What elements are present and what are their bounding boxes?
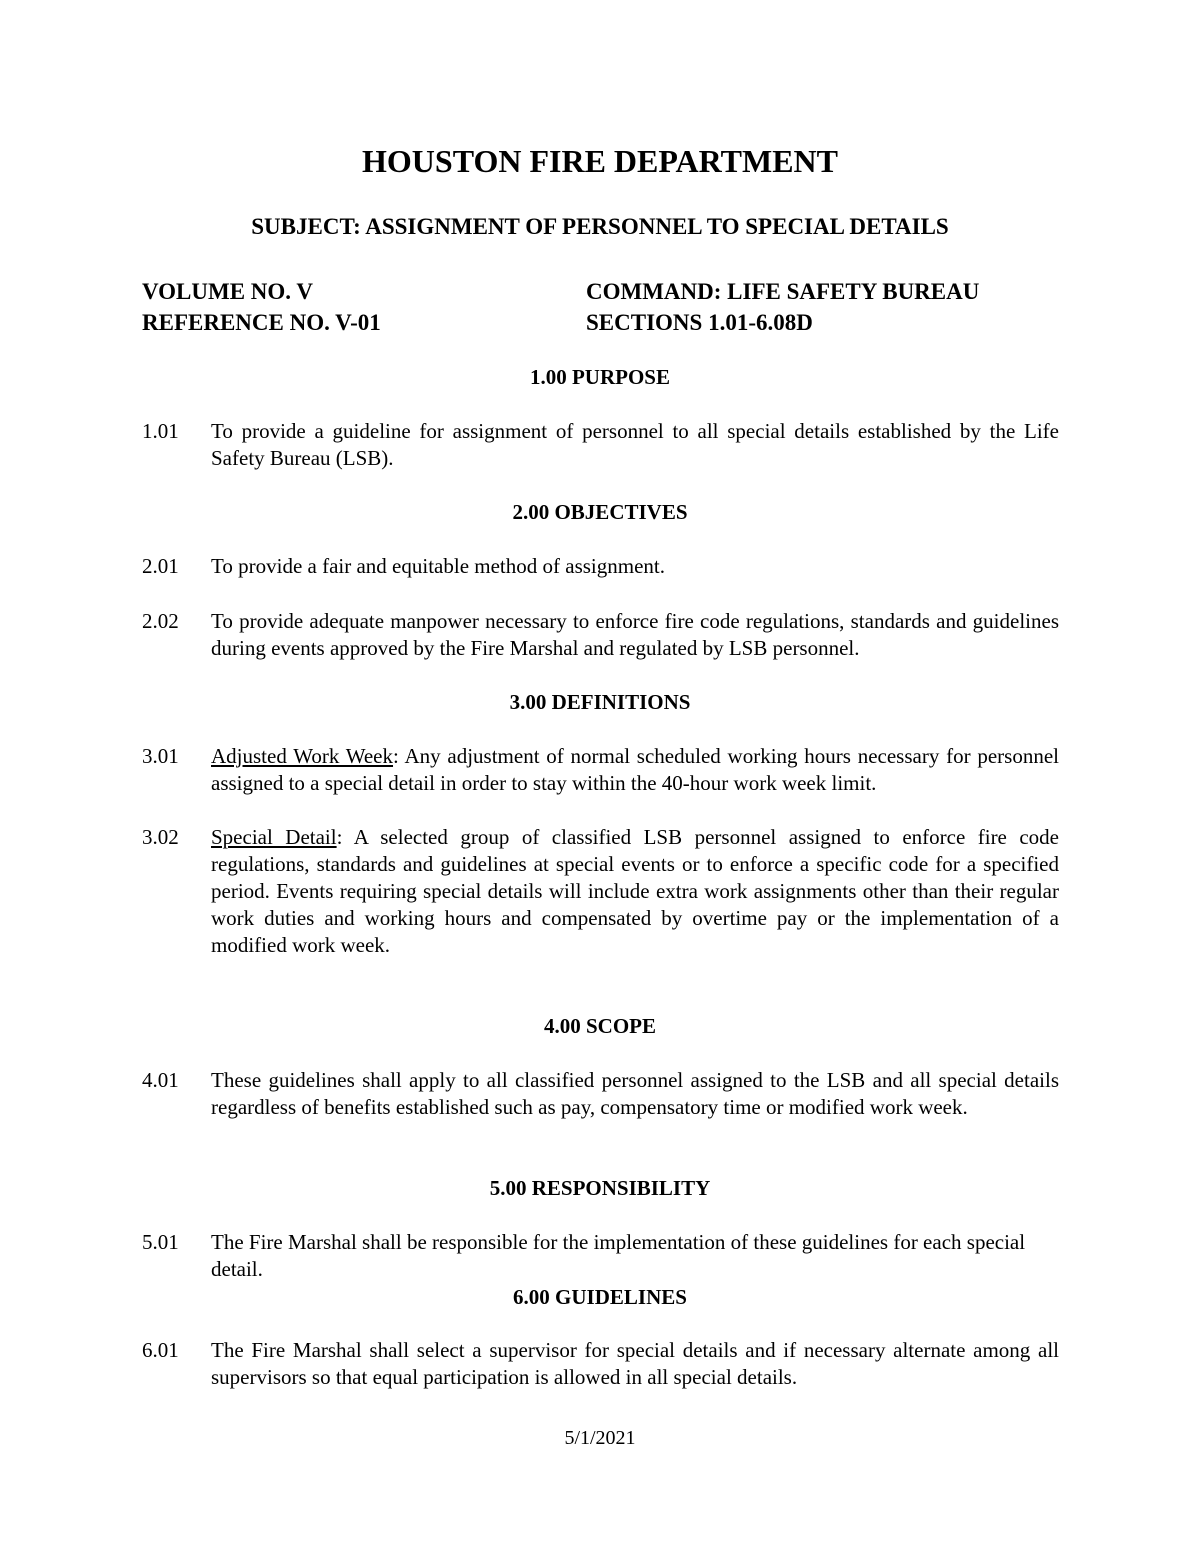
footer-date: 5/1/2021: [564, 1427, 636, 1449]
definition-text: : A selected group of classified LSB personnel assigned to enforce fire code regulations, standards and guidelines at special events or to enforce a specific code for a specified period. Events requiring special details will include extra work assignments other than their regular work duties and working hours and compensated by overtime pay or the implementation of a modified work week.: [211, 825, 1060, 957]
item-number: 4.01: [142, 1068, 179, 1092]
item-number: 1.01: [142, 419, 179, 443]
item-number: 2.02: [142, 609, 179, 633]
item-number: 3.02: [142, 825, 179, 849]
section-heading-scope: 4.00 SCOPE: [543, 1014, 656, 1038]
definition-term: Special Detail: [211, 825, 337, 849]
command-label: COMMAND: LIFE SAFETY BUREAU: [586, 279, 980, 304]
document-subject: SUBJECT: ASSIGNMENT OF PERSONNEL TO SPECIAL DETAILS: [251, 214, 949, 239]
section-heading-guidelines: 6.00 GUIDELINES: [513, 1285, 687, 1309]
item-text: To provide a guideline for assignment of personnel to all special details established by the Life Safety Bureau (LSB).: [211, 419, 1059, 470]
definition-term: Adjusted Work Week: [211, 744, 394, 768]
reference-number: REFERENCE NO. V-01: [142, 310, 381, 335]
section-heading-responsibility: 5.00 RESPONSIBILITY: [489, 1176, 711, 1200]
item-number: 3.01: [142, 744, 179, 768]
definition-special-detail: [211, 824, 1059, 959]
item-number: 2.01: [142, 554, 179, 578]
item-number: 6.01: [142, 1338, 179, 1362]
item-text: The Fire Marshal shall select a supervisor for special details and if necessary alternate among all supervisors so that equal participation is allowed in all special details.: [211, 1338, 1059, 1389]
item-number: 5.01: [142, 1230, 179, 1254]
document-title: HOUSTON FIRE DEPARTMENT: [362, 143, 838, 179]
item-text: To provide a fair and equitable method of assignment.: [211, 554, 665, 578]
section-heading-purpose: 1.00 PURPOSE: [529, 365, 670, 389]
definition-text: : Any adjustment of normal scheduled working hours necessary for personnel assigned to a special detail in order to stay within the 40-hour work week limit.: [211, 744, 1059, 795]
item-text: To provide adequate manpower necessary to enforce fire code regulations, standards and guidelines during events approved by the Fire Marshal and regulated by LSB personnel.: [211, 609, 1059, 660]
definition-adjusted-work-week: [211, 743, 1059, 797]
section-heading-objectives: 2.00 OBJECTIVES: [512, 500, 688, 524]
volume-number: VOLUME NO. V: [142, 279, 313, 304]
section-heading-definitions: 3.00 DEFINITIONS: [509, 690, 691, 714]
item-text: These guidelines shall apply to all classified personnel assigned to the LSB and all special details regardless of benefits established such as pay, compensatory time or modified work week.: [211, 1068, 1059, 1119]
sections-range: SECTIONS 1.01-6.08D: [586, 310, 813, 335]
item-text: The Fire Marshal shall be responsible for the implementation of these guidelines for each special detail.: [211, 1230, 1026, 1281]
